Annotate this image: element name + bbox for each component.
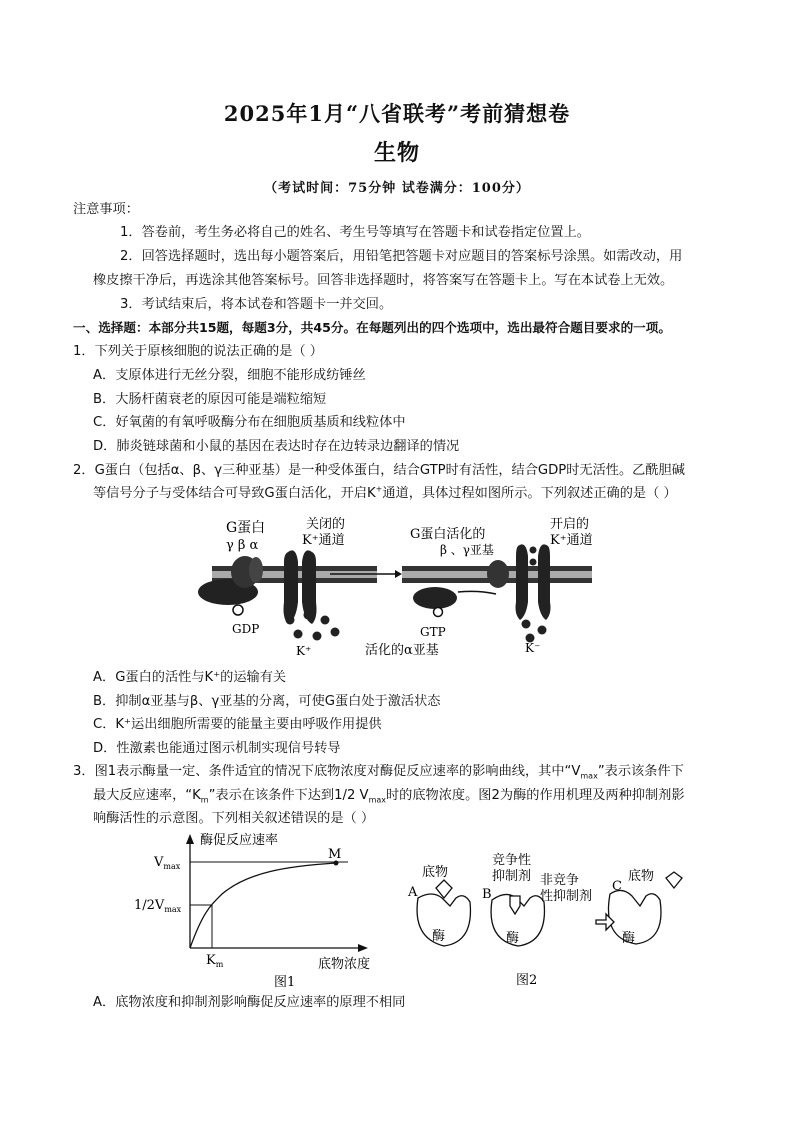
question-2-stem-line1: 2．G蛋白（包括α、β、γ三种亚基）是一种受体蛋白，结合GTP时有活性，结合GDP时无活性。乙酰胆碱 <box>73 463 685 478</box>
stem-text: ”表示在该条件下达到1/2 V <box>208 788 369 803</box>
label-activated-2: β 、γ亚基 <box>440 543 494 557</box>
question-1-option-a: A．支原体进行无丝分裂，细胞不能形成纺锤丝 <box>93 368 366 383</box>
notes-heading: 注意事项： <box>73 202 139 217</box>
km-text: K <box>206 953 216 968</box>
question-3-stem-line2 <box>93 787 685 805</box>
half-vmax-sub: max <box>164 905 182 914</box>
question-2-option-c: C．K⁺运出细胞所需要的能量主要由呼吸作用提供 <box>93 717 382 732</box>
k-ion <box>538 626 547 635</box>
note-item: 橡皮擦干净后，再选涂其他答案标号。回答非选择题时，将答案写在答题卡上。写在本试卷上无效。 <box>93 273 674 288</box>
question-1-option-c: C．好氧菌的有氧呼吸酶分布在细胞质基质和线粒体中 <box>93 415 406 430</box>
figure-2-inhibitors <box>400 848 700 992</box>
exam-info: （考试时间：75分钟 试卷满分：100分） <box>264 181 530 196</box>
vmax-sub: max <box>163 862 181 871</box>
fig1-caption: 图1 <box>274 975 296 990</box>
stem-text: 时的底物浓度。图2为酶的作用机理及两种抑制剂影 <box>386 788 685 803</box>
note-item: 2．回答选择题时，选出每小题答案后，用铅笔把答题卡对应题目的答案标号涂黑。如需改动，用 <box>120 249 683 264</box>
stem-text: 最大反应速率，“K <box>93 788 201 803</box>
question-1-option-b: B．大肠杆菌衰老的原因可能是端粒缩短 <box>93 392 327 407</box>
stem-subscript: max <box>368 795 386 805</box>
beta-gamma-shape <box>487 560 509 588</box>
stem-subscript: max <box>580 771 598 781</box>
fig2-noncompetitive-1: 非竞争 <box>540 873 580 888</box>
question-3-option-a: A．底物浓度和抑制剂影响酶促反应速率的原理不相同 <box>93 995 406 1010</box>
k-ion <box>522 620 531 629</box>
fig2-caption: 图2 <box>516 973 538 988</box>
fig2-noncompetitive-2: 性抑制剂 <box>540 889 593 904</box>
closed-channel-left <box>284 550 299 624</box>
question-1-stem: 1．下列关于原核细胞的说法正确的是（ ） <box>73 344 323 359</box>
process-arrowhead <box>395 570 402 578</box>
question-2-stem-line2 <box>93 485 677 503</box>
k-ion <box>294 630 303 639</box>
exam-title: 2025年1月“八省联考”考前猜想卷 <box>223 101 571 126</box>
k-ion <box>530 559 537 566</box>
question-1-option-d: D．肺炎链球菌和小鼠的基因在表达时存在边转录边翻译的情况 <box>93 439 460 454</box>
fig2-enzyme-c: 酶 <box>622 931 636 946</box>
question-2-option-d: D．性激素也能通过图示机制实现信号转导 <box>93 741 341 756</box>
fig1-m-label: M <box>328 847 342 862</box>
label-activated-alpha: 活化的α亚基 <box>365 643 439 658</box>
stem-superscript: + <box>375 484 383 494</box>
g-protein-gamma-shape <box>249 557 263 583</box>
fig2-label-c: C <box>612 879 622 894</box>
fig2-competitive-1: 竞争性 <box>492 853 532 868</box>
k-ion <box>313 632 322 641</box>
fig2-substrate-a: 底物 <box>422 865 449 880</box>
label-closed-channel-2: K⁺通道 <box>302 533 345 548</box>
section-heading: 一、选择题：本部分共15题，每题3分，共45分。在每题列出的四个选项中，选出最符合题目要求的一项。 <box>73 320 671 335</box>
label-k-minus: K⁻ <box>525 641 541 655</box>
k-ion <box>286 616 295 625</box>
k-ion <box>530 547 537 554</box>
question-3-stem-line3: 响酶活性的示意图。下列相关叙述错误的是（ ） <box>93 811 375 826</box>
stem-text: 通道，具体过程如图所示。下列叙述正确的是（ ） <box>382 486 677 501</box>
stem-subscript: m <box>200 795 209 805</box>
fig2-enzyme-a: 酶 <box>432 929 446 944</box>
fig1-km-label <box>206 953 224 969</box>
gdp-circle <box>233 605 243 615</box>
alpha-to-channel-arrow <box>458 591 496 594</box>
k-ion <box>321 616 330 625</box>
activated-alpha-shape <box>413 587 457 609</box>
fig2-enzyme-b: 酶 <box>506 931 520 946</box>
fig2-label-a: A <box>408 885 418 900</box>
half-vmax-text: 1/2V <box>134 898 165 913</box>
stem-text: 等信号分子与受体结合可导致G蛋白活化，开启K <box>93 486 376 501</box>
label-g-protein: G蛋白 <box>226 520 266 536</box>
open-channel-right <box>538 544 551 620</box>
k-ion <box>331 628 340 637</box>
label-gdp: GDP <box>232 622 260 636</box>
label-open-channel-2: K⁺通道 <box>550 533 593 548</box>
label-open-channel-1: 开启的 <box>550 517 590 532</box>
note-item: 3．考试结束后，将本试卷和答题卡一并交回。 <box>120 297 393 312</box>
note-item: 1．答卷前，考生务必将自己的姓名、考生号等填写在答题卡和试卷指定位置上。 <box>120 225 590 240</box>
fig1-half-vmax-label <box>134 898 182 914</box>
label-subunits: γ β α <box>226 538 259 553</box>
km-sub: m <box>215 960 224 969</box>
fig1-xlabel: 底物浓度 <box>318 957 371 972</box>
label-closed-channel-1: 关闭的 <box>306 517 346 532</box>
fig1-ylabel: 酶促反应速率 <box>200 833 279 848</box>
stem-text: 3．图1表示酶量一定、条件适宜的情况下底物浓度对酶促反应速率的影响曲线，其中“V <box>73 764 581 779</box>
fig1-vmax-label <box>153 855 181 871</box>
k-ion <box>304 611 313 620</box>
substrate-c-shape <box>666 872 682 888</box>
y-axis-arrow <box>186 834 194 844</box>
g-protein-figure <box>190 512 620 660</box>
open-channel-left <box>516 544 529 620</box>
fig2-label-b: B <box>482 887 492 902</box>
vmax-text: V <box>154 855 164 870</box>
question-3-stem-line1 <box>73 763 684 781</box>
stem-text: ”表示该条件下 <box>597 764 684 779</box>
label-k-plus: K⁺ <box>296 644 312 658</box>
x-axis-arrow <box>358 944 368 952</box>
question-2-option-b: B．抑制α亚基与β、γ亚基的分离，可使G蛋白处于激活状态 <box>93 694 441 709</box>
label-gtp: GTP <box>420 625 446 639</box>
label-activated-1: G蛋白活化的 <box>410 527 486 542</box>
gtp-circle <box>434 608 443 617</box>
fig2-substrate-c: 底物 <box>628 869 655 884</box>
fig2-competitive-2: 抑制剂 <box>492 869 532 884</box>
subject-title: 生物 <box>373 140 420 166</box>
question-2-option-a: A．G蛋白的活性与K⁺的运输有关 <box>93 670 287 685</box>
figure-1-enzyme-curve <box>134 830 398 992</box>
